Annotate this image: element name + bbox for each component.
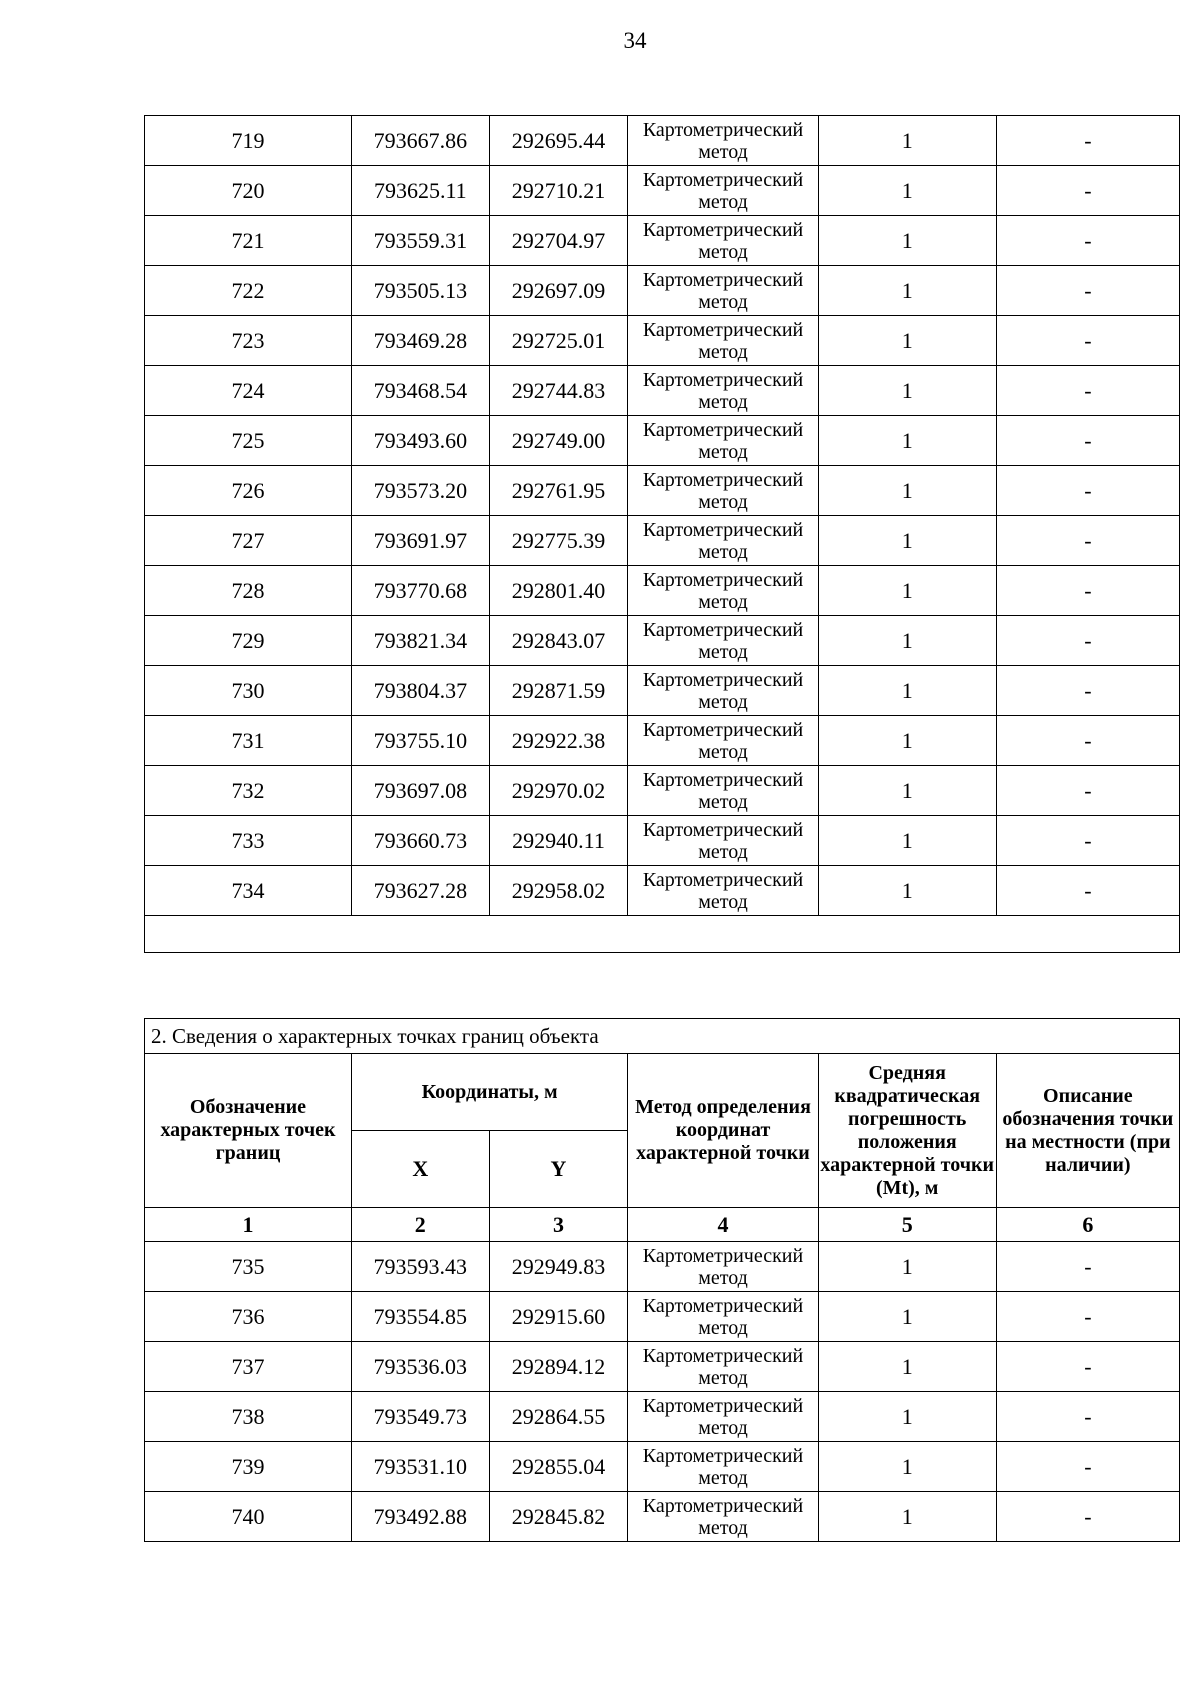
cell-method: Картометрический метод [628, 216, 818, 266]
page-number: 34 [623, 28, 647, 53]
cell-description: - [996, 216, 1179, 266]
cell-point: 737 [145, 1342, 352, 1392]
cell-x: 793531.10 [351, 1442, 489, 1492]
cell-point: 726 [145, 466, 352, 516]
table-row [145, 1242, 1180, 1292]
empty-row [145, 916, 1180, 953]
cell-accuracy: 1 [818, 566, 996, 616]
cell-description: - [996, 116, 1179, 166]
cell-x: 793821.34 [352, 616, 490, 666]
cell-description: - [996, 466, 1179, 516]
header-point: Обозначение характерных точек границ [145, 1054, 352, 1208]
cell-x: 793593.43 [351, 1242, 489, 1292]
cell-method: Картометрический метод [628, 716, 818, 766]
cell-x: 793804.37 [352, 666, 490, 716]
cell-point: 740 [145, 1492, 352, 1542]
table-row [145, 166, 1180, 216]
cell-x: 793573.20 [352, 466, 490, 516]
cell-method: Картометрический метод [628, 766, 818, 816]
cell-y: 292725.01 [489, 316, 628, 366]
cell-method: Картометрический метод [628, 1492, 818, 1542]
cell-y: 292704.97 [489, 216, 628, 266]
cell-method: Картометрический метод [628, 816, 818, 866]
cell-point: 728 [145, 566, 352, 616]
header-y: Y [489, 1131, 628, 1208]
cell-y: 292744.83 [489, 366, 628, 416]
cell-x: 793660.73 [352, 816, 490, 866]
cell-method: Картометрический метод [628, 1342, 818, 1392]
header-x: X [351, 1131, 489, 1208]
cell-method: Картометрический метод [628, 1392, 818, 1442]
cell-y: 292949.83 [489, 1242, 628, 1292]
cell-description: - [996, 1342, 1179, 1392]
cell-x: 793469.28 [352, 316, 490, 366]
table-row [145, 466, 1180, 516]
table-row [145, 116, 1180, 166]
table-row [145, 416, 1180, 466]
cell-method: Картометрический метод [628, 366, 818, 416]
table-row [145, 616, 1180, 666]
cell-method: Картометрический метод [628, 616, 818, 666]
cell-y: 292695.44 [489, 116, 628, 166]
column-number: 3 [489, 1208, 628, 1242]
cell-y: 292871.59 [489, 666, 628, 716]
header-method: Метод определения координат характерной точки [628, 1054, 818, 1208]
table-row [145, 1492, 1180, 1542]
cell-accuracy: 1 [818, 366, 996, 416]
table-row [145, 816, 1180, 866]
cell-description: - [996, 266, 1179, 316]
cell-description: - [996, 766, 1179, 816]
cell-x: 793697.08 [352, 766, 490, 816]
cell-description: - [996, 166, 1179, 216]
cell-y: 292845.82 [489, 1492, 628, 1542]
table-row [145, 1292, 1180, 1342]
cell-y: 292855.04 [489, 1442, 628, 1492]
table-row [145, 216, 1180, 266]
cell-description: - [996, 866, 1179, 916]
table-row [145, 866, 1180, 916]
cell-y: 292915.60 [489, 1292, 628, 1342]
cell-point: 723 [145, 316, 352, 366]
table-row [145, 666, 1180, 716]
cell-description: - [996, 616, 1179, 666]
cell-point: 730 [145, 666, 352, 716]
cell-y: 292922.38 [489, 716, 628, 766]
cell-method: Картометрический метод [628, 166, 818, 216]
cell-description: - [996, 1492, 1179, 1542]
cell-method: Картометрический метод [628, 316, 818, 366]
header-description: Описание обозначения точки на местности (при наличии) [996, 1054, 1179, 1208]
cell-x: 793492.88 [351, 1492, 489, 1542]
cell-accuracy: 1 [818, 166, 996, 216]
empty-cell [145, 916, 1180, 953]
cell-point: 725 [145, 416, 352, 466]
cell-point: 727 [145, 516, 352, 566]
table-row [145, 566, 1180, 616]
column-number: 2 [351, 1208, 489, 1242]
cell-accuracy: 1 [818, 1292, 996, 1342]
cell-description: - [996, 366, 1179, 416]
cell-y: 292940.11 [489, 816, 628, 866]
cell-y: 292894.12 [489, 1342, 628, 1392]
cell-point: 721 [145, 216, 352, 266]
cell-accuracy: 1 [818, 216, 996, 266]
cell-x: 793536.03 [351, 1342, 489, 1392]
cell-method: Картометрический метод [628, 1292, 818, 1342]
cell-point: 720 [145, 166, 352, 216]
cell-y: 292697.09 [489, 266, 628, 316]
cell-accuracy: 1 [818, 1392, 996, 1442]
boundary-points-table [144, 1018, 1180, 1542]
cell-description: - [996, 516, 1179, 566]
cell-accuracy: 1 [818, 466, 996, 516]
cell-accuracy: 1 [818, 816, 996, 866]
cell-point: 731 [145, 716, 352, 766]
table-row [145, 1392, 1180, 1442]
cell-x: 793627.28 [352, 866, 490, 916]
table-row [145, 1442, 1180, 1492]
cell-method: Картометрический метод [628, 416, 818, 466]
cell-accuracy: 1 [818, 1442, 996, 1492]
cell-point: 722 [145, 266, 352, 316]
cell-accuracy: 1 [818, 766, 996, 816]
cell-point: 729 [145, 616, 352, 666]
cell-accuracy: 1 [818, 116, 996, 166]
cell-y: 292970.02 [489, 766, 628, 816]
cell-method: Картометрический метод [628, 266, 818, 316]
coordinates-table-body [145, 116, 1180, 953]
cell-y: 292710.21 [489, 166, 628, 216]
cell-point: 735 [145, 1242, 352, 1292]
cell-point: 719 [145, 116, 352, 166]
cell-x: 793667.86 [352, 116, 490, 166]
cell-x: 793493.60 [352, 416, 490, 466]
column-number: 1 [145, 1208, 352, 1242]
column-number: 4 [628, 1208, 818, 1242]
table-caption: 2. Сведения о характерных точках границ объекта [145, 1019, 1180, 1054]
cell-x: 793691.97 [352, 516, 490, 566]
cell-method: Картометрический метод [628, 566, 818, 616]
cell-x: 793625.11 [352, 166, 490, 216]
cell-method: Картометрический метод [628, 116, 818, 166]
cell-x: 793468.54 [352, 366, 490, 416]
cell-description: - [996, 1442, 1179, 1492]
table-row [145, 1342, 1180, 1392]
table-row [145, 316, 1180, 366]
cell-point: 733 [145, 816, 352, 866]
cell-accuracy: 1 [818, 266, 996, 316]
cell-method: Картометрический метод [628, 1442, 818, 1492]
table-row [145, 716, 1180, 766]
cell-point: 732 [145, 766, 352, 816]
header-coordinates: Координаты, м [351, 1054, 627, 1131]
cell-accuracy: 1 [818, 1242, 996, 1292]
cell-point: 734 [145, 866, 352, 916]
cell-method: Картометрический метод [628, 1242, 818, 1292]
cell-x: 793559.31 [352, 216, 490, 266]
table-row [145, 366, 1180, 416]
cell-x: 793770.68 [352, 566, 490, 616]
cell-point: 736 [145, 1292, 352, 1342]
cell-accuracy: 1 [818, 316, 996, 366]
cell-y: 292761.95 [489, 466, 628, 516]
cell-description: - [996, 566, 1179, 616]
cell-accuracy: 1 [818, 516, 996, 566]
cell-accuracy: 1 [818, 416, 996, 466]
cell-accuracy: 1 [818, 666, 996, 716]
column-number: 5 [818, 1208, 996, 1242]
cell-accuracy: 1 [818, 616, 996, 666]
cell-accuracy: 1 [818, 866, 996, 916]
cell-y: 292801.40 [489, 566, 628, 616]
cell-x: 793505.13 [352, 266, 490, 316]
cell-description: - [996, 416, 1179, 466]
column-numbers-row [145, 1208, 1180, 1242]
cell-x: 793755.10 [352, 716, 490, 766]
cell-y: 292749.00 [489, 416, 628, 466]
cell-method: Картометрический метод [628, 666, 818, 716]
table-row [145, 266, 1180, 316]
cell-y: 292843.07 [489, 616, 628, 666]
cell-accuracy: 1 [818, 716, 996, 766]
cell-point: 738 [145, 1392, 352, 1442]
cell-x: 793549.73 [351, 1392, 489, 1442]
cell-y: 292864.55 [489, 1392, 628, 1442]
cell-description: - [996, 1392, 1179, 1442]
column-number: 6 [996, 1208, 1179, 1242]
cell-point: 739 [145, 1442, 352, 1492]
cell-y: 292958.02 [489, 866, 628, 916]
cell-description: - [996, 1242, 1179, 1292]
cell-y: 292775.39 [489, 516, 628, 566]
cell-description: - [996, 666, 1179, 716]
cell-x: 793554.85 [351, 1292, 489, 1342]
cell-description: - [996, 716, 1179, 766]
coordinates-table-continued [144, 115, 1180, 953]
cell-method: Картометрический метод [628, 516, 818, 566]
cell-point: 724 [145, 366, 352, 416]
table-row [145, 766, 1180, 816]
cell-accuracy: 1 [818, 1492, 996, 1542]
cell-method: Картометрический метод [628, 466, 818, 516]
boundary-points-table-body [145, 1019, 1180, 1542]
cell-description: - [996, 1292, 1179, 1342]
cell-description: - [996, 316, 1179, 366]
table-row [145, 516, 1180, 566]
header-accuracy: Средняя квадратическая погрешность положения характерной точки (Mt), м [818, 1054, 996, 1208]
cell-method: Картометрический метод [628, 866, 818, 916]
cell-description: - [996, 816, 1179, 866]
cell-accuracy: 1 [818, 1342, 996, 1392]
